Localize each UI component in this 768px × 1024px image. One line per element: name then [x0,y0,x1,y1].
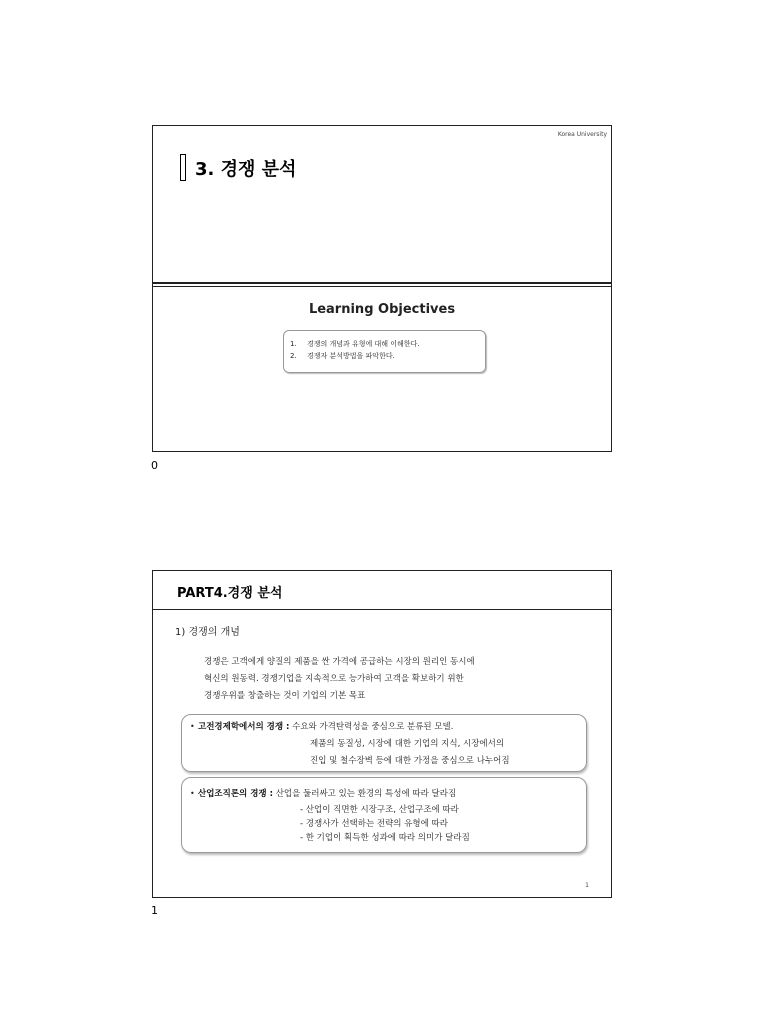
objective-number: 2. [290,352,297,360]
objective-text: 경쟁자 분석방법을 파악한다. [307,352,395,360]
university-label: Korea University [557,131,607,138]
box-label: 산업조직론의 경쟁 : [198,789,274,799]
slide-1 [152,125,612,452]
slide-2 [152,570,612,898]
box-label: 고전경제학에서의 경쟁 : [198,722,290,732]
page-number-0: 0 [151,459,158,472]
paragraph-line: 경쟁우위를 창출하는 것이 기업의 기본 목표 [204,691,366,701]
bullet-icon: • [190,789,195,798]
paragraph-line: 경쟁은 고객에게 양질의 제품을 싼 가격에 공급하는 시장의 원리인 동시에 [204,657,475,667]
objectives-box [283,330,486,373]
list-item: - 한 기업이 획득한 성과에 따라 의미가 달라짐 [300,833,470,843]
objective-text: 경쟁의 개념과 유형에 대해 이해한다. [307,340,420,348]
objective-number: 1. [290,340,297,348]
classical-economics-box [181,714,587,772]
slide-title: 3. 경쟁 분석 [195,159,297,180]
list-item: - 경쟁사가 선택하는 전략의 유형에 따라 [300,819,448,829]
bullet-icon: • [190,722,195,731]
box-text: 수요와 가격탄력성을 중심으로 분류된 모델. [289,722,454,732]
objective-item [290,338,479,350]
box-text: 산업을 둘러싸고 있는 환경의 특성에 따라 달라짐 [273,789,457,799]
concept-paragraph [204,654,475,705]
section-subtitle: 1) 경쟁의 개념 [175,627,240,638]
box-text: 진입 및 철수장벽 등에 대한 가정을 중심으로 나누어짐 [310,756,510,766]
page-number-1: 1 [151,904,158,917]
objective-item [290,350,479,362]
industrial-organization-box [181,777,587,853]
box-text: 제품의 동질성, 시장에 대한 기업의 지식, 시장에서의 [310,739,505,749]
title-bar-marker [180,154,186,181]
divider [153,286,611,287]
title-section [153,126,611,284]
paragraph-line: 혁신의 원동력. 경쟁기업을 지속적으로 능가하여 고객을 확보하기 위한 [204,674,464,684]
slide-page-number: 1 [585,882,589,889]
list-item: - 산업이 직면한 시장구조, 산업구조에 따라 [300,805,459,815]
slide-title: PART4.경쟁 분석 [177,586,283,601]
slide-header [153,571,611,610]
learning-objectives-title: Learning Objectives [308,302,456,317]
